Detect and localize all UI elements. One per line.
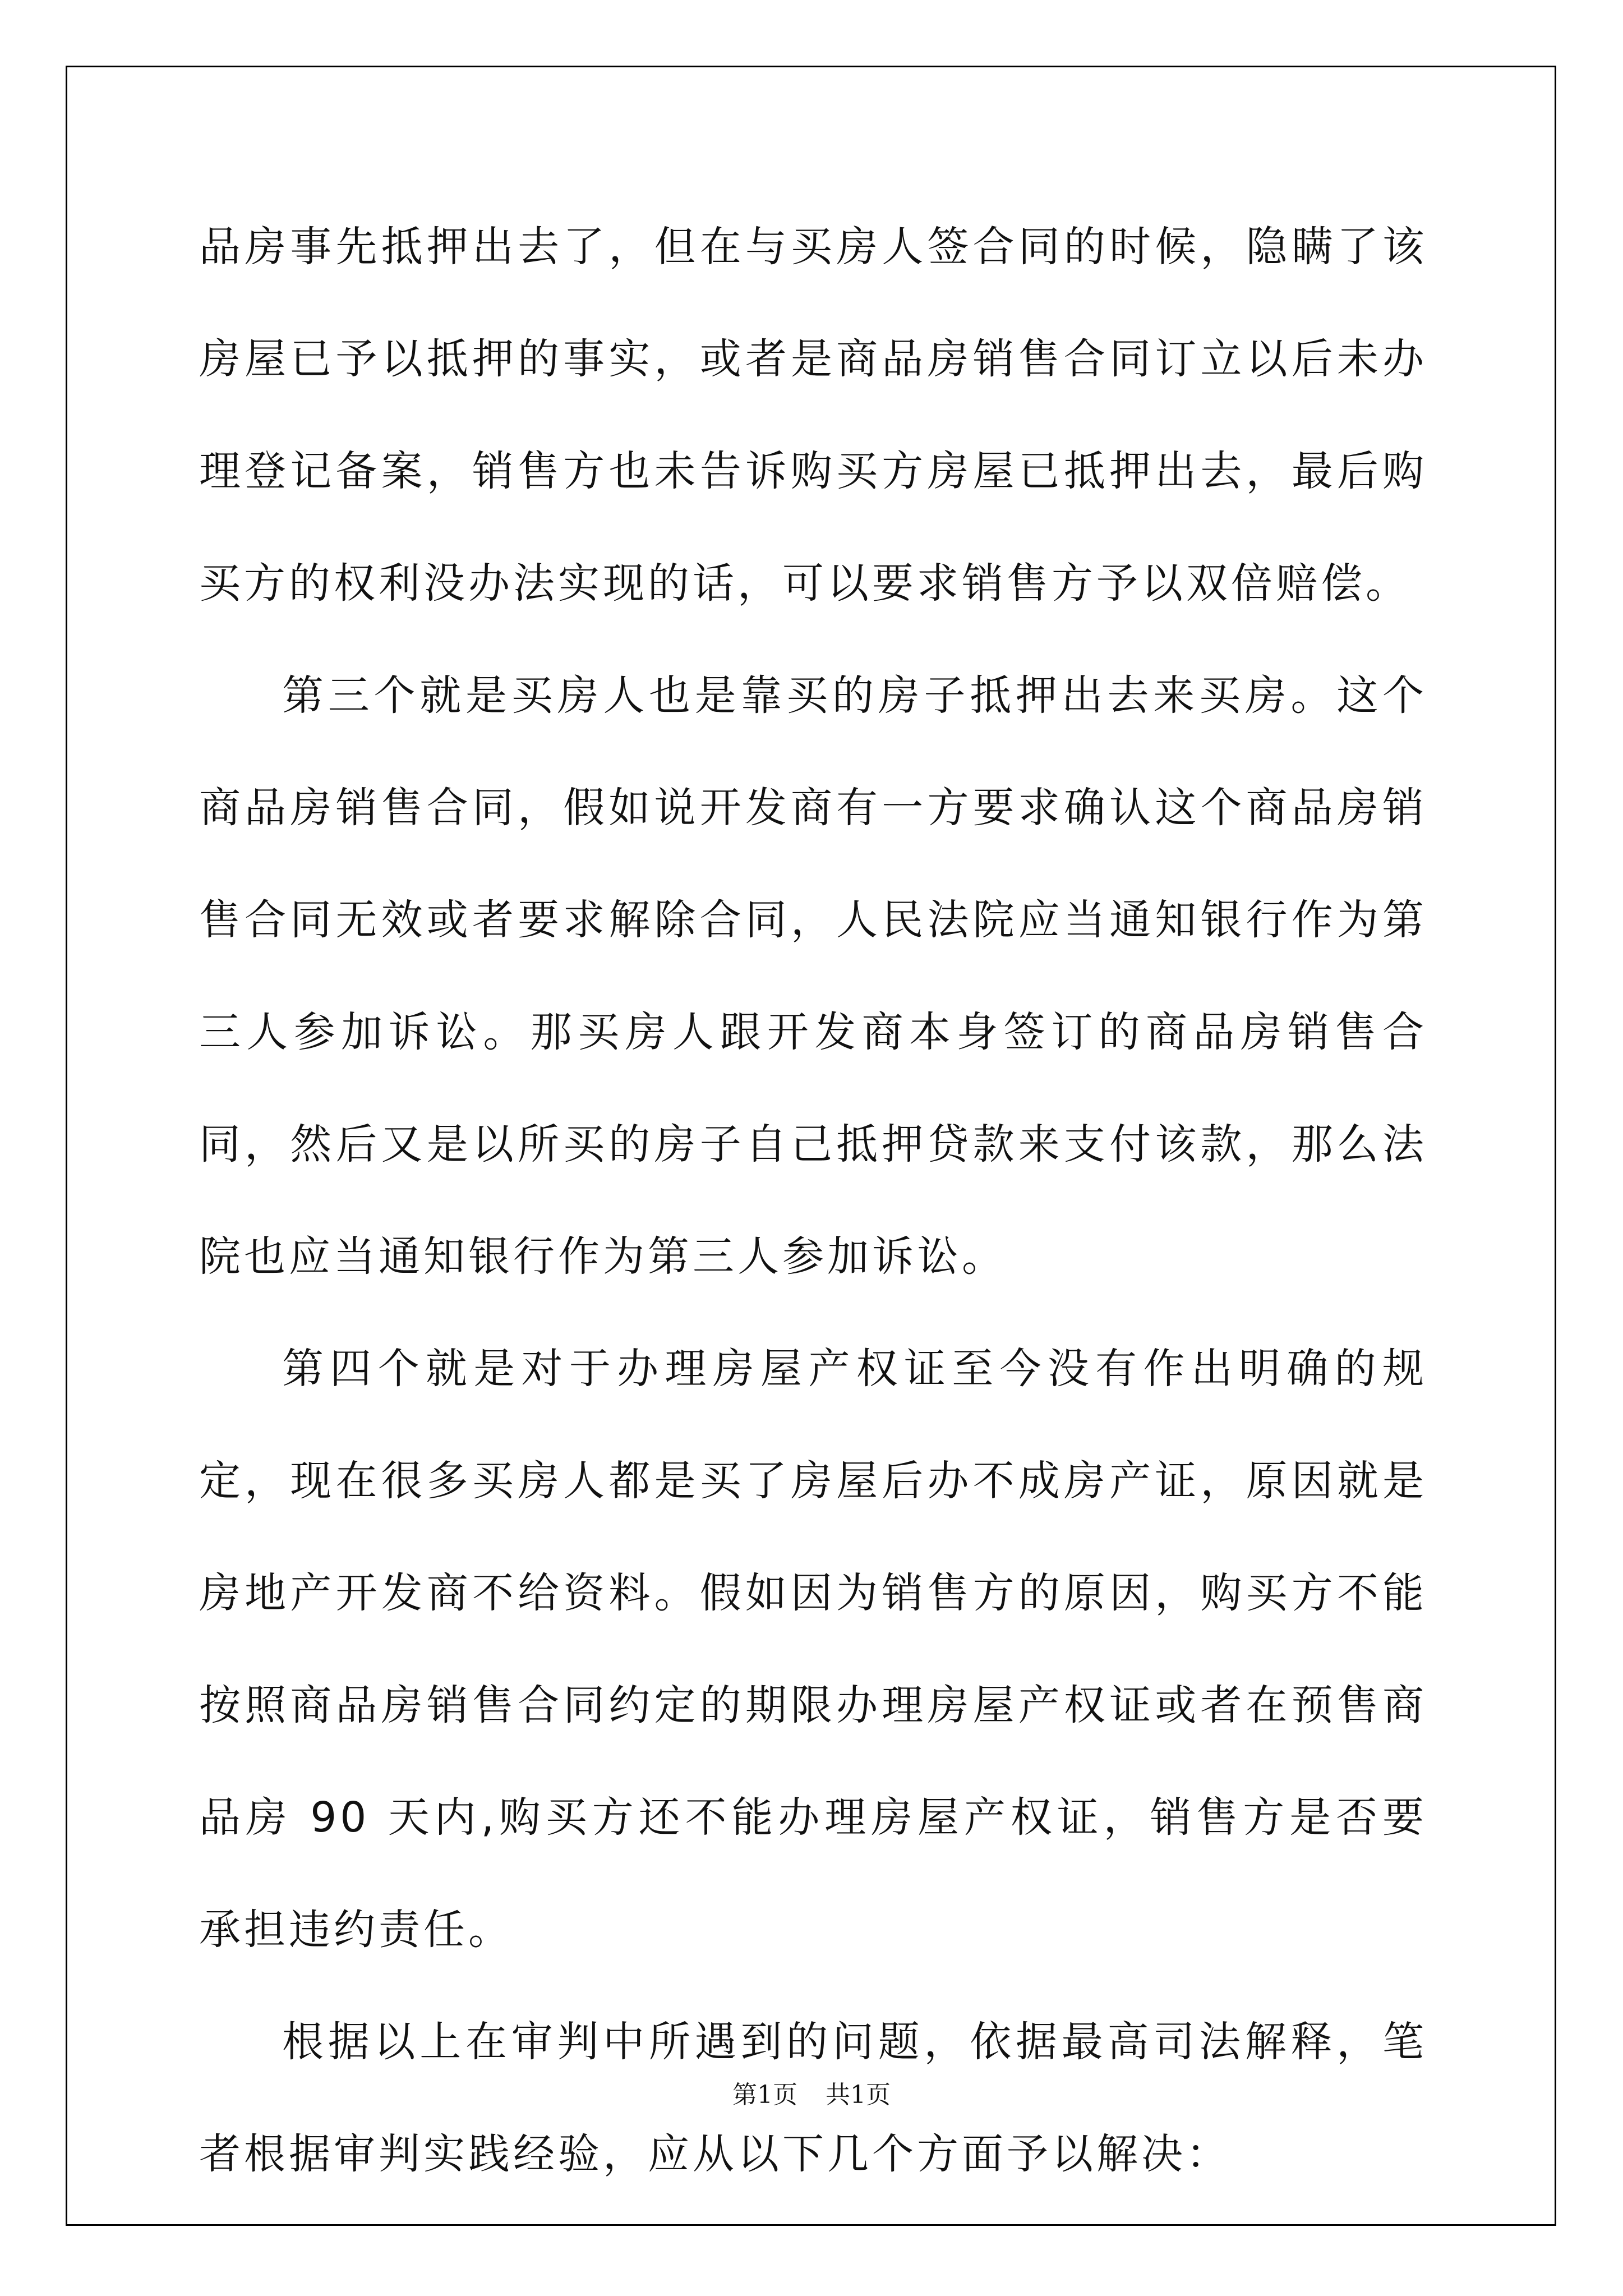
paragraph-4: 根据以上在审判中所遇到的问题，依据最高司法解释，笔者根据审判实践经验，应从以下几个方面予以解决：: [199, 2018, 1427, 2178]
page-footer: [0, 2074, 1623, 2110]
page-number: 第1页: [732, 2081, 797, 2109]
paragraph-2: 第三个就是买房人也是靠买的房子抵押出去来买房。这个商品房销售合同，假如说开发商有一方要求确认这个商品房销售合同无效或者要求解除合同，人民法院应当通知银行作为第三人参加诉讼。那买房人跟开发商本身签订的商品房销售合同，然后又是以所买的房子自己抵押贷款来支付该款，那么法院也应当通知银行作为第三人参加诉讼。: [199, 671, 1427, 1281]
document-body: [199, 191, 1427, 2210]
paragraph-3: 第四个就是对于办理房屋产权证至今没有作出明确的规定，现在很多买房人都是买了房屋后办不成房产证，原因就是房地产开发商不给资料。假如因为销售方的原因，购买方不能按照商品房销售合同约定的期限办理房屋产权证或者在预售商品房 90 天内,购买方还不能办理房屋产权证，销售方是否要承担违约责任。: [199, 1345, 1427, 1954]
paragraph-1: 品房事先抵押出去了，但在与买房人签合同的时候，隐瞒了该房屋已予以抵押的事实，或者是商品房销售合同订立以后未办理登记备案，销售方也未告诉购买方房屋已抵押出去，最后购买方的权利没办法实现的话，可以要求销售方予以双倍赔偿。: [199, 223, 1427, 608]
page-total: 共1页: [826, 2081, 891, 2109]
